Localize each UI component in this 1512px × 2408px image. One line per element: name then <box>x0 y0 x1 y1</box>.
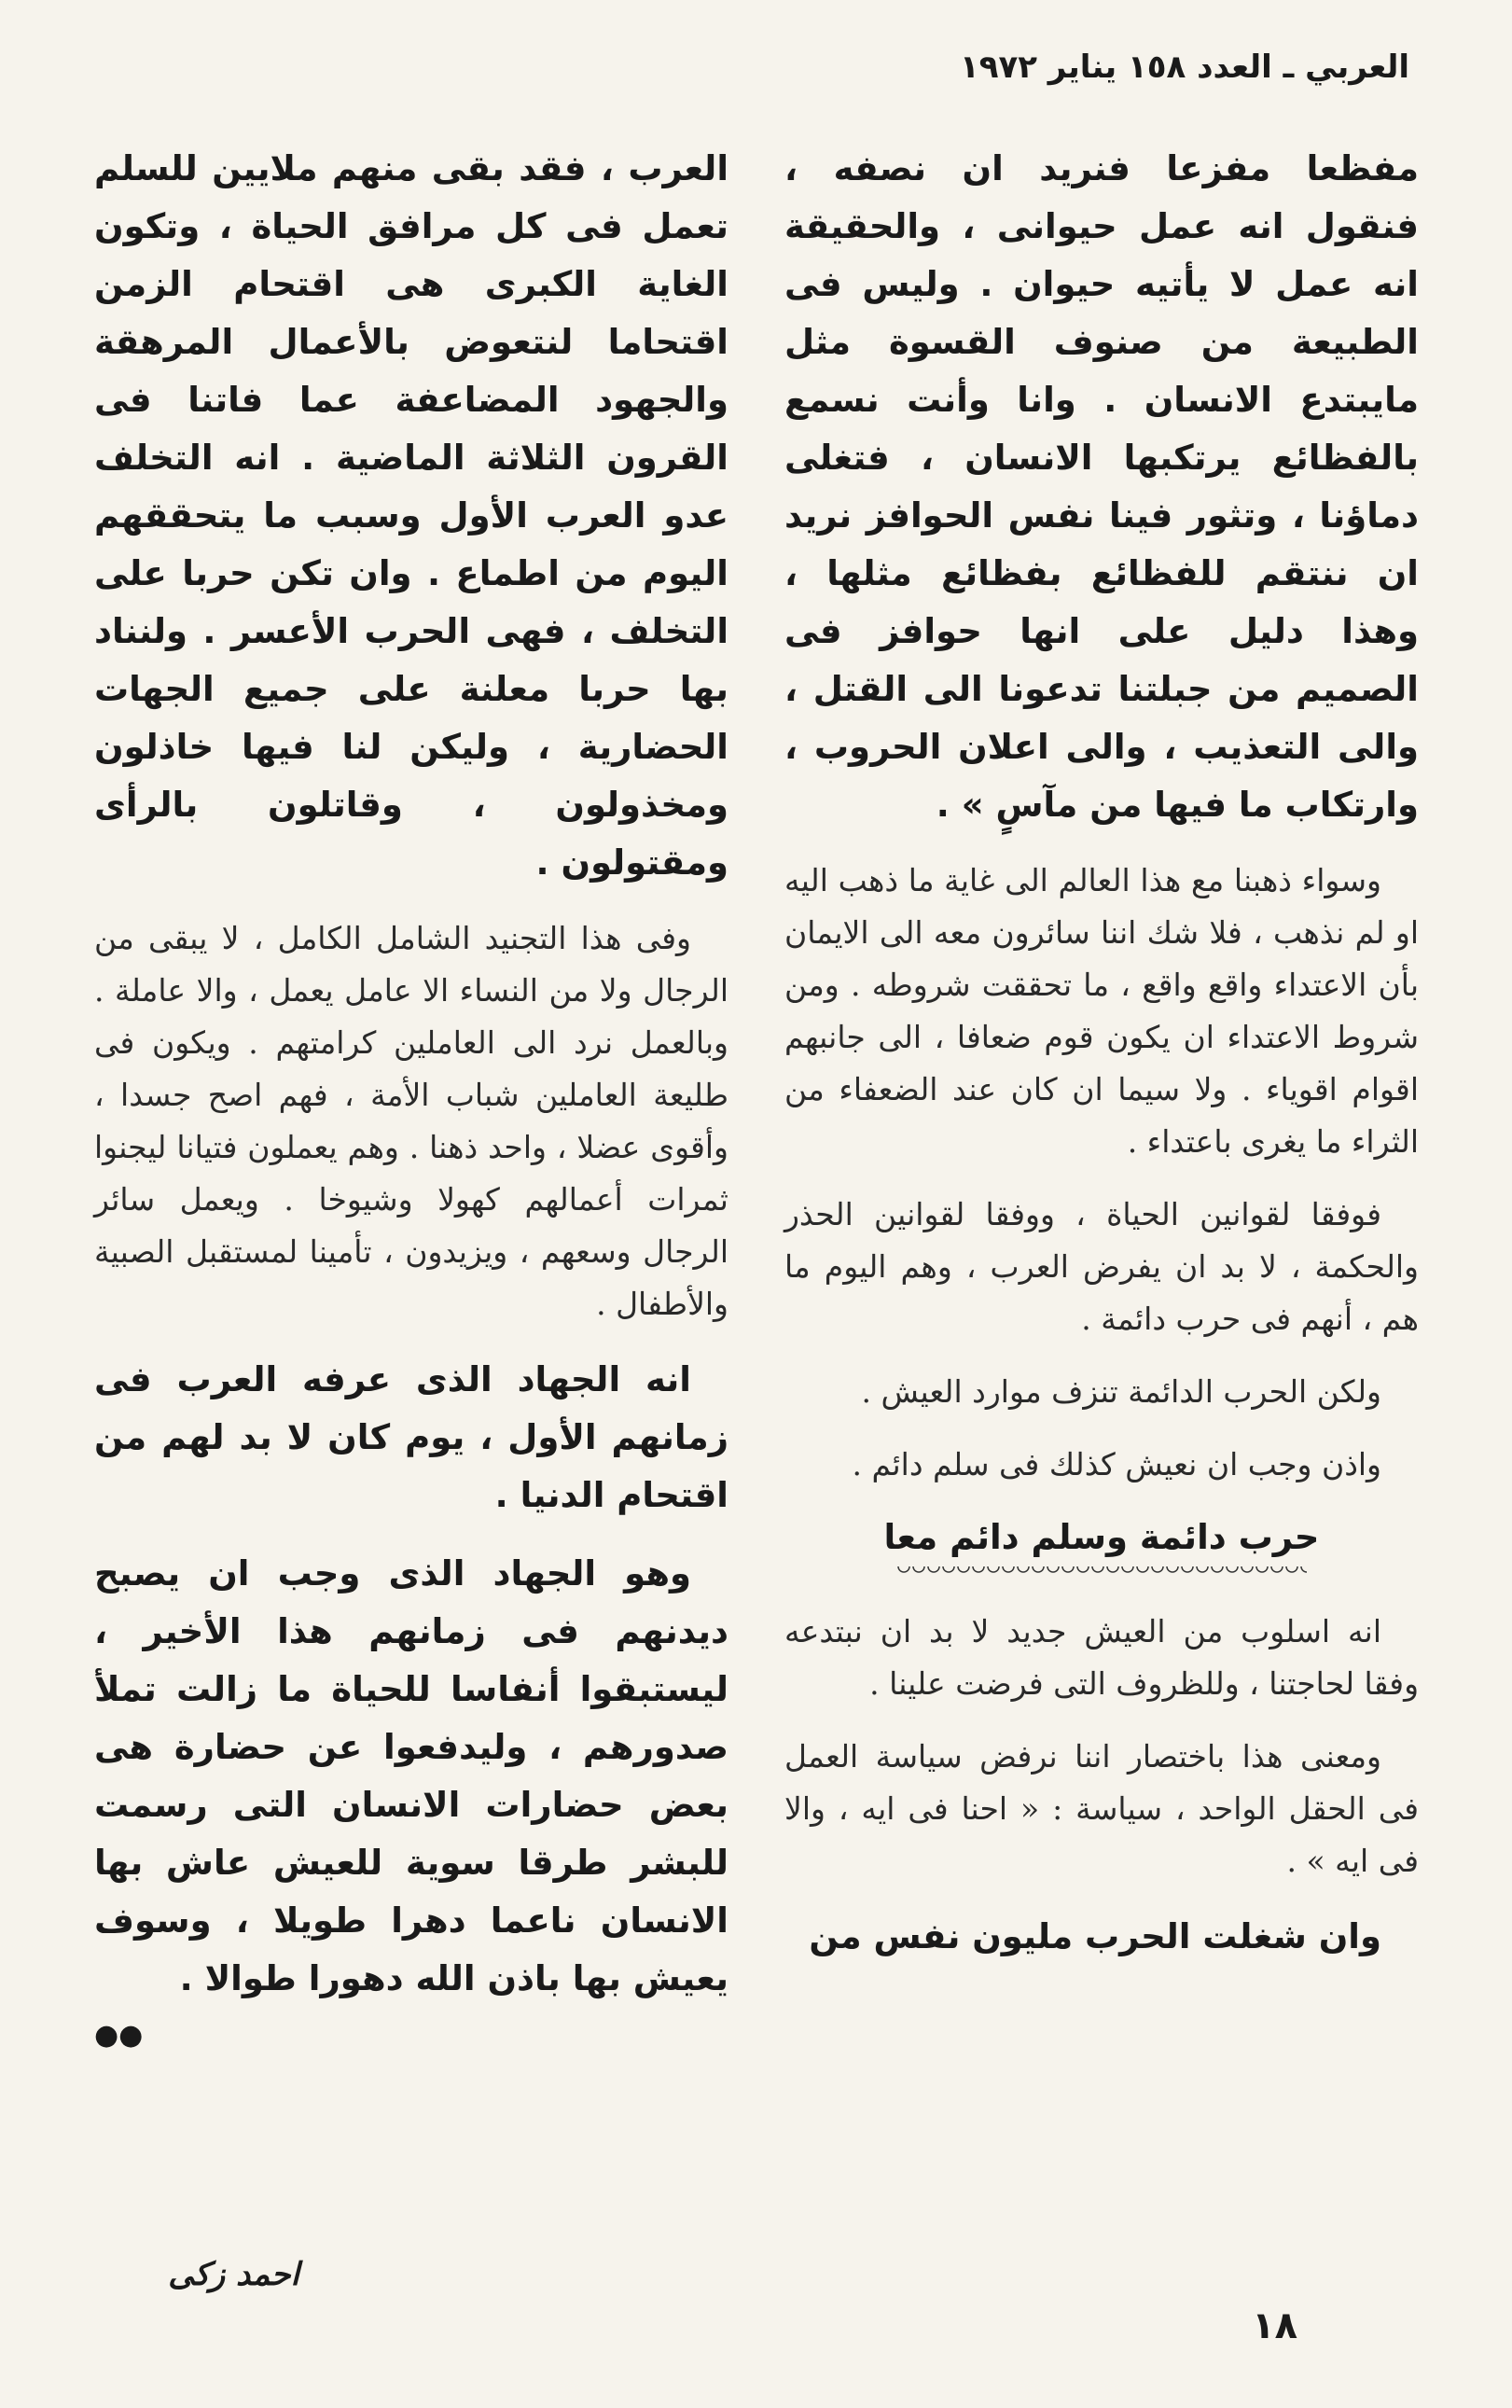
page-header: العربي ـ العدد ١٥٨ يناير ١٩٧٢ <box>959 49 1409 86</box>
end-mark: ●● <box>94 2019 144 2052</box>
paragraph: انه الجهاد الذى عرفه العرب فى زمانهم الأول ، يوم كان لا بد لهم من اقتحام الدنيا . <box>94 1359 728 1515</box>
paragraph: وهو الجهاد الذى وجب ان يصبح ديدنهم فى زمانهم هذا الأخير ، ليستبقوا أنفاسا للحياة ما زالت تملأ صدورهم ، وليدفعوا عن حضارة هى بعض حضارات الانسان التى رسمت للبشر طرقا سوية للعيش عاش بها الانسان ناعما دهرا طويلا ، وسوف يعيش بها باذن الله دهورا طوالا . <box>94 1553 728 1998</box>
page-number: ١٨ <box>1252 2304 1297 2347</box>
paragraph: واذن وجب ان نعيش كذلك فى سلم دائم . <box>852 1446 1381 1482</box>
paragraph: مفظعا مفزعا فنريد ان نصفه ، فنقول انه عمل حيوانى ، والحقيقة انه عمل لا يأتيه حيوان . وليس فى الطبيعة من صنوف القسوة مثل مايبتدع الانسان . وانا وأنت نسمع بالفظائع يرتكبها الانسان ، فتغلى دماؤنا ، وتثور فينا نفس الحوافز نريد ان ننتقم للفظائع بفظائع مثلها ، وهذا دليل على انها حوافز فى الصميم من جبلتنا تدعونا الى القتل ، والى التعذيب ، والى اعلان الحروب ، وارتكاب ما فيها من مآسٍ » . <box>784 148 1419 825</box>
paragraph: انه اسلوب من العيش جديد لا بد ان نبتدعه وفقا لحاجتنا ، وللظروف التى فرضت علينا . <box>784 1613 1419 1702</box>
paragraph: وفى هذا التجنيد الشامل الكامل ، لا يبقى من الرجال ولا من النساء الا عامل يعمل ، والا عاملة . وبالعمل نرد الى العاملين كرامتهم . ويكون فى طليعة العاملين شباب الأمة ، فهم اصح جسدا ، وأقوى عضلا ، واحد ذهنا . وهم يعملون فتيانا ليجنوا ثمرات أعمالهم كهولا وشيوخا . ويعمل سائر الرجال وسعهم ، ويزيدون ، تأمينا لمستقبل الصبية والأطفال . <box>94 920 728 1322</box>
paragraph: ولكن الحرب الدائمة تنزف موارد العيش . <box>861 1373 1381 1410</box>
author-signature: احمد زكى <box>168 2256 299 2293</box>
subheading-text: حرب دائمة وسلم دائم معا <box>883 1517 1320 1557</box>
section-subheading <box>784 1517 1419 1581</box>
left-column <box>94 140 728 2052</box>
paragraph: وسواء ذهبنا مع هذا العالم الى غاية ما ذهب اليه او لم نذهب ، فلا شك اننا سائرون معه الى الايمان بأن الاعتداء واقع واقع ، ما تحققت شروطه . ومن شروط الاعتداء ان يكون قوم ضعافا ، الى جانبهم اقوام اقوياء . ولا سيما ان كان عند الضعفاء من الثراء ما يغرى باعتداء . <box>784 862 1419 1160</box>
paragraph: وان شغلت الحرب مليون نفس من <box>809 1916 1381 1956</box>
paragraph: فوفقا لقوانين الحياة ، ووفقا لقوانين الحذر والحكمة ، لا بد ان يفرض العرب ، وهم اليوم ما هم ، أنهم فى حرب دائمة . <box>784 1196 1419 1337</box>
wavy-underline <box>896 1566 1307 1574</box>
paragraph: ومعنى هذا باختصار اننا نرفض سياسة العمل فى الحقل الواحد ، سياسة : « احنا فى ايه ، والا فى ايه » . <box>784 1738 1419 1879</box>
right-column <box>784 140 1419 1986</box>
paragraph: العرب ، فقد بقى منهم ملايين للسلم تعمل فى كل مرافق الحياة ، وتكون الغاية الكبرى هى اقتحام الزمن اقتحاما لنتعوض بالأعمال المرهقة والجهود المضاعفة عما فاتنا فى القرون الثلاثة الماضية . انه التخلف عدو العرب الأول وسبب ما يتحققهم اليوم من اطماع . وان تكن حربا على التخلف ، فهى الحرب الأعسر . ولنناد بها حربا معلنة على جميع الجهات الحضارية ، وليكن لنا فيها خاذلون ومخذولون ، وقاتلون بالرأى ومقتولون . <box>94 148 728 883</box>
